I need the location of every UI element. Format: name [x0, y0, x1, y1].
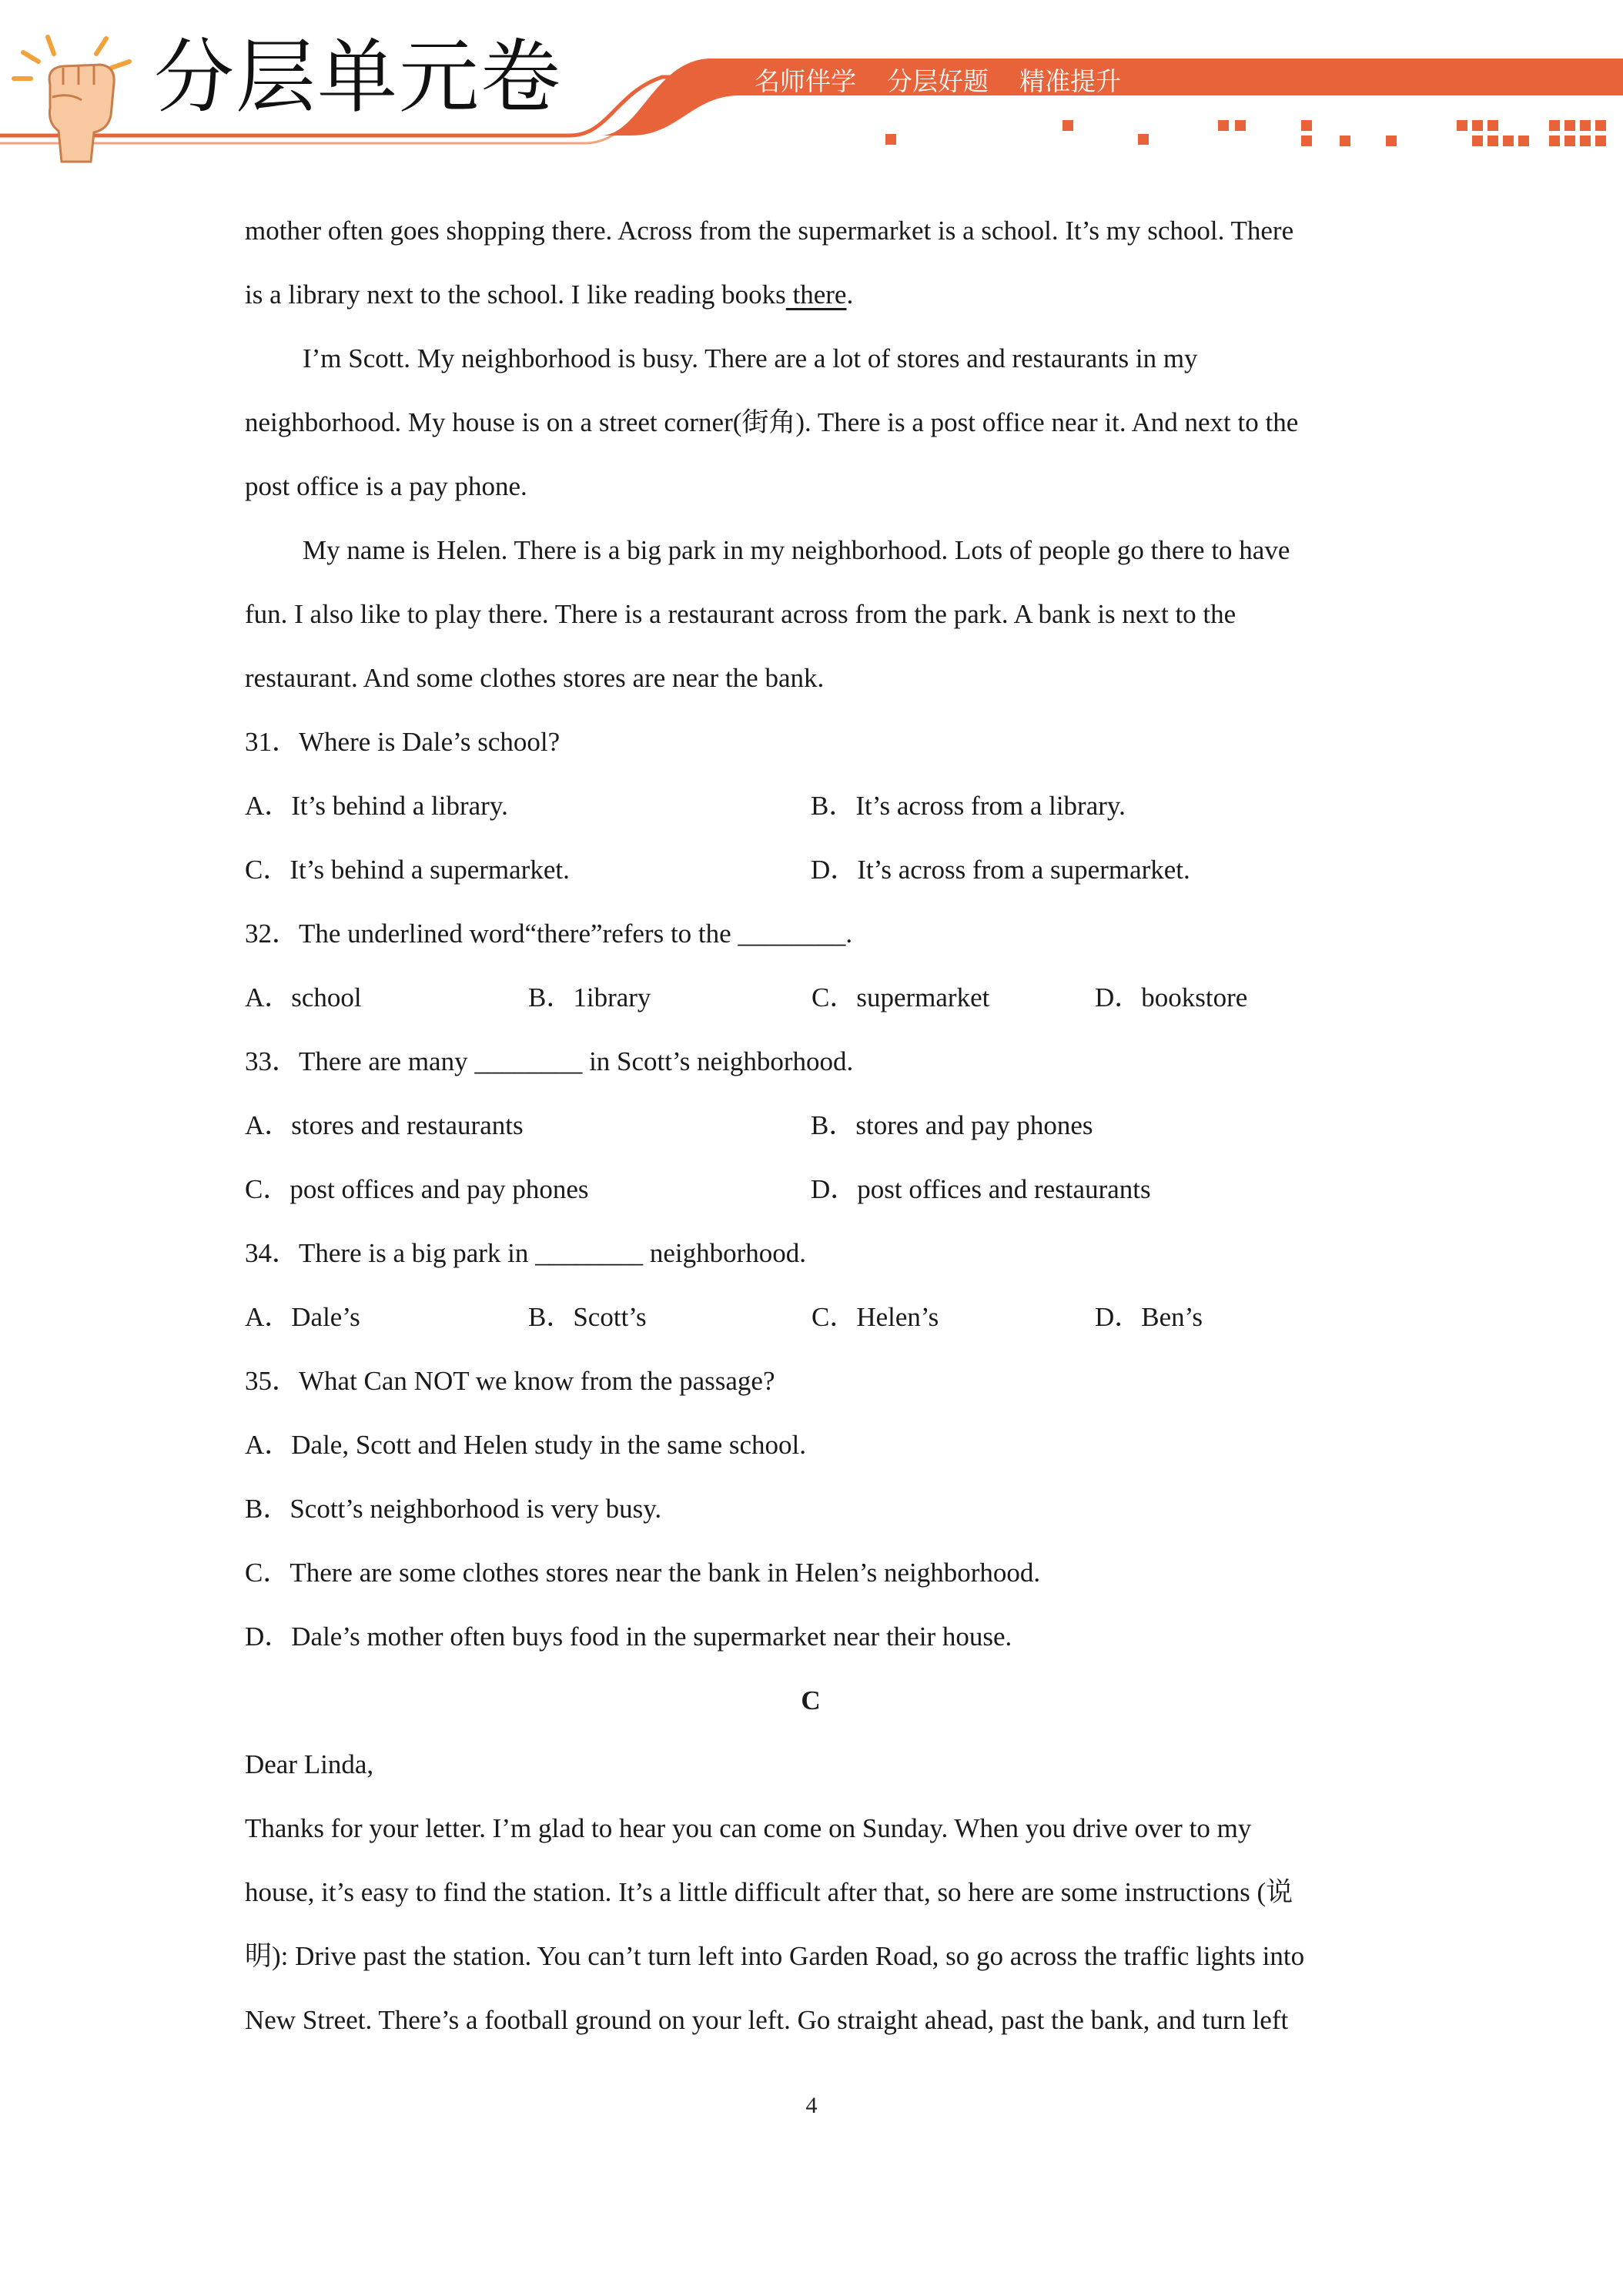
option-row	[245, 774, 1377, 838]
letter-line: 明): Drive past the station. You can’t turn left into Garden Road, so go across the traffic lights into	[245, 1941, 1305, 1971]
option-row	[245, 1157, 1377, 1221]
passage-line: mother often goes shopping there. Across from the supermarket is a school. It’s my school. There	[245, 216, 1294, 246]
option-row	[245, 838, 1377, 902]
option-c: C．It’s behind a supermarket.	[245, 855, 570, 885]
passage-line	[245, 263, 1377, 326]
page-header	[0, 0, 1623, 166]
option-a: A．stores and restaurants	[245, 1110, 524, 1140]
passage-line: fun. I also like to play there. There is a restaurant across from the park. A bank is next to the	[245, 599, 1236, 629]
header-slogans	[755, 62, 1121, 97]
option-d: D．Dale’s mother often buys food in the supermarket near their house.	[245, 1622, 1012, 1652]
option-c: C．There are some clothes stores near the bank in Helen’s neighborhood.	[245, 1558, 1041, 1588]
option-a: A．It’s behind a library.	[245, 791, 508, 821]
question-stem: 32．The underlined word“there”refers to the ________.	[245, 919, 853, 949]
option-d: D．bookstore	[1095, 982, 1248, 1012]
passage-text: .	[846, 279, 854, 310]
option-a: A．school	[245, 982, 362, 1012]
option-a: A．Dale’s	[245, 1302, 360, 1332]
header-title: 分层单元卷	[154, 30, 563, 124]
option-a: A．Dale, Scott and Helen study in the same school.	[245, 1430, 807, 1460]
raised-fist-icon	[8, 31, 146, 169]
passage-line: restaurant. And some clothes stores are near the bank.	[245, 663, 825, 693]
option-b: B．Scott’s	[528, 1302, 647, 1332]
question-stem: 35．What Can NOT we know from the passage?	[245, 1366, 775, 1396]
letter-line: New Street. There’s a football ground on your left. Go straight ahead, past the bank, and turn left	[245, 2005, 1289, 2035]
option-d: D．post offices and restaurants	[811, 1174, 1151, 1204]
passage-line: post office is a pay phone.	[245, 471, 527, 501]
underlined-word: there	[785, 279, 847, 310]
letter-greeting: Dear Linda,	[245, 1749, 374, 1779]
option-d: D．It’s across from a supermarket.	[811, 855, 1190, 885]
option-c: C．supermarket	[812, 982, 990, 1012]
question-stem: 33．There are many ________ in Scott’s neighborhood.	[245, 1046, 854, 1076]
page-content	[245, 199, 1377, 2052]
option-c: C．Helen’s	[812, 1302, 939, 1332]
passage-line: My name is Helen. There is a big park in my neighborhood. Lots of people go there to have	[303, 535, 1290, 565]
question-stem: 34．There is a big park in ________ neighborhood.	[245, 1238, 807, 1268]
letter-line: Thanks for your letter. I’m glad to hear you can come on Sunday. When you drive over to my	[245, 1813, 1252, 1843]
slogan-3: 精准提升	[1019, 65, 1121, 96]
option-d: D．Ben’s	[1095, 1302, 1203, 1332]
page-number: 4	[805, 2093, 818, 2118]
option-row	[245, 966, 1377, 1029]
slogan-1: 名师伴学	[755, 65, 856, 96]
passage-line: I’m Scott. My neighborhood is busy. There are a lot of stores and restaurants in my	[303, 343, 1198, 373]
passage-line: neighborhood. My house is on a street corner(街角). There is a post office near it. And next to the	[245, 407, 1299, 437]
option-row	[245, 1093, 1377, 1157]
passage-text: is a library next to the school. I like reading books	[245, 279, 786, 310]
option-c: C．post offices and pay phones	[245, 1174, 589, 1204]
section-heading: C	[801, 1685, 821, 1715]
question-stem: 31．Where is Dale’s school?	[245, 727, 561, 757]
slogan-2: 分层好题	[887, 65, 989, 96]
option-b: B．It’s across from a library.	[811, 791, 1126, 821]
option-b: B．1ibrary	[528, 982, 651, 1012]
option-b: B．Scott’s neighborhood is very busy.	[245, 1494, 662, 1524]
option-b: B．stores and pay phones	[811, 1110, 1093, 1140]
letter-line: house, it’s easy to find the station. It’s a little difficult after that, so here are some instructions (说	[245, 1877, 1293, 1907]
option-row	[245, 1285, 1377, 1349]
